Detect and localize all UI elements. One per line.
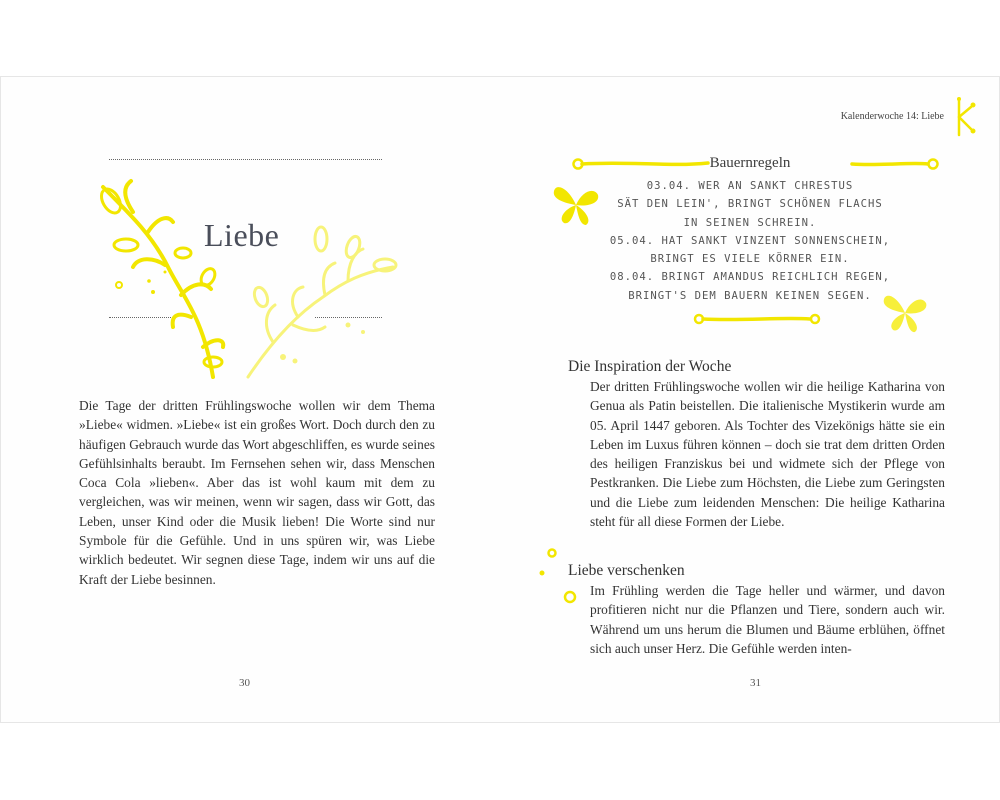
running-head: Kalenderwoche 14: Liebe bbox=[840, 111, 944, 122]
k-tab-icon bbox=[951, 97, 977, 137]
farmer-rules-title: Bauernregeln bbox=[709, 155, 791, 171]
farmer-rule-line: BRINGT ES VIELE KÖRNER EIN. bbox=[650, 253, 850, 266]
page-number-right: 31 bbox=[750, 677, 761, 689]
left-page bbox=[1, 77, 500, 722]
farmer-rule-line: 08.04. BRINGT AMANDUS REICHLICH REGEN, bbox=[609, 271, 891, 284]
title-top-rule bbox=[109, 159, 382, 160]
give-love-heading: Liebe verschenken bbox=[568, 562, 685, 579]
intro-text: Die Tage der dritten Frühlingswoche wollen wir dem Thema »Liebe« widmen. »Liebe« ist ein großes Wort. Doch durch den zu häufigen Gebrauch wurde das Wort abgeschliffen, es wurde seines Gefühlsinhalts beraubt. Im Fernsehen sehen wir, dass Menschen Coca Cola »lieben«. Aber das ist wohl kaum mit dem zu vergleichen, was wir meinen, wenn wir sagen, dass wir Gott, das Leben, unser Kind oder die Musik lieben! Die Worte sind nur Symbole für die Gefühle. Und in uns spüren wir, was Liebe wirklich bedeutet. Wir segnen diese Tage, indem wir uns auf die Kraft der Liebe besinnen. bbox=[79, 398, 435, 587]
vine-illustration bbox=[93, 177, 413, 387]
farmer-rule-line: IN SEINEN SCHREIN. bbox=[683, 216, 817, 229]
intro-paragraph bbox=[79, 396, 435, 589]
give-love-text: Im Frühling werden die Tage heller und wärmer, und davon profitieren nicht nur die Pflanzen und Tiere, sondern auch wir. Während um uns herum die Blumen und Bäume erblühen, öffnet sich auch unser Herz. Die Gefühle werden inten- bbox=[590, 583, 945, 656]
chapter-title: Liebe bbox=[204, 217, 280, 253]
inspiration-heading: Die Inspiration der Woche bbox=[568, 358, 732, 375]
farmer-rule-line: 05.04. HAT SANKT VINZENT SONNENSCHEIN, bbox=[609, 234, 891, 247]
farmer-rules-lines bbox=[550, 177, 950, 305]
farmer-rule-line: BRINGT'S DEM BAUERN KEINEN SEGEN. bbox=[628, 289, 872, 302]
give-love-body bbox=[590, 581, 945, 658]
inspiration-body bbox=[590, 377, 945, 531]
farmer-rules-box bbox=[550, 147, 950, 337]
right-page bbox=[500, 77, 999, 722]
farmer-rule-line: SÄT DEN LEIN', BRINGT SCHÖNEN FLACHS bbox=[617, 198, 883, 211]
farmer-rule-line: 03.04. WER AN SANKT CHRESTUS bbox=[646, 180, 854, 192]
book-spread bbox=[0, 76, 1000, 723]
inspiration-text: Der dritten Frühlingswoche wollen wir die heilige Katharina von Genua als Patin beistellen. Die italienische Mystikerin wurde am 05. April 1447 geboren. Als Tochter des Vizekönigs hätte sie ein Leben im Luxus führen können – doch sie trat dem dritten Orden des heiligen Franziskus bei und widmete sich der Pflege von Pestkranken. Die Liebe zum Höchsten, die Liebe zum Geringsten und die Liebe zum leidenden Menschen: Die heilige Katharina steht für all diese Formen der Liebe. bbox=[590, 379, 945, 530]
page-number-left: 30 bbox=[239, 677, 250, 689]
